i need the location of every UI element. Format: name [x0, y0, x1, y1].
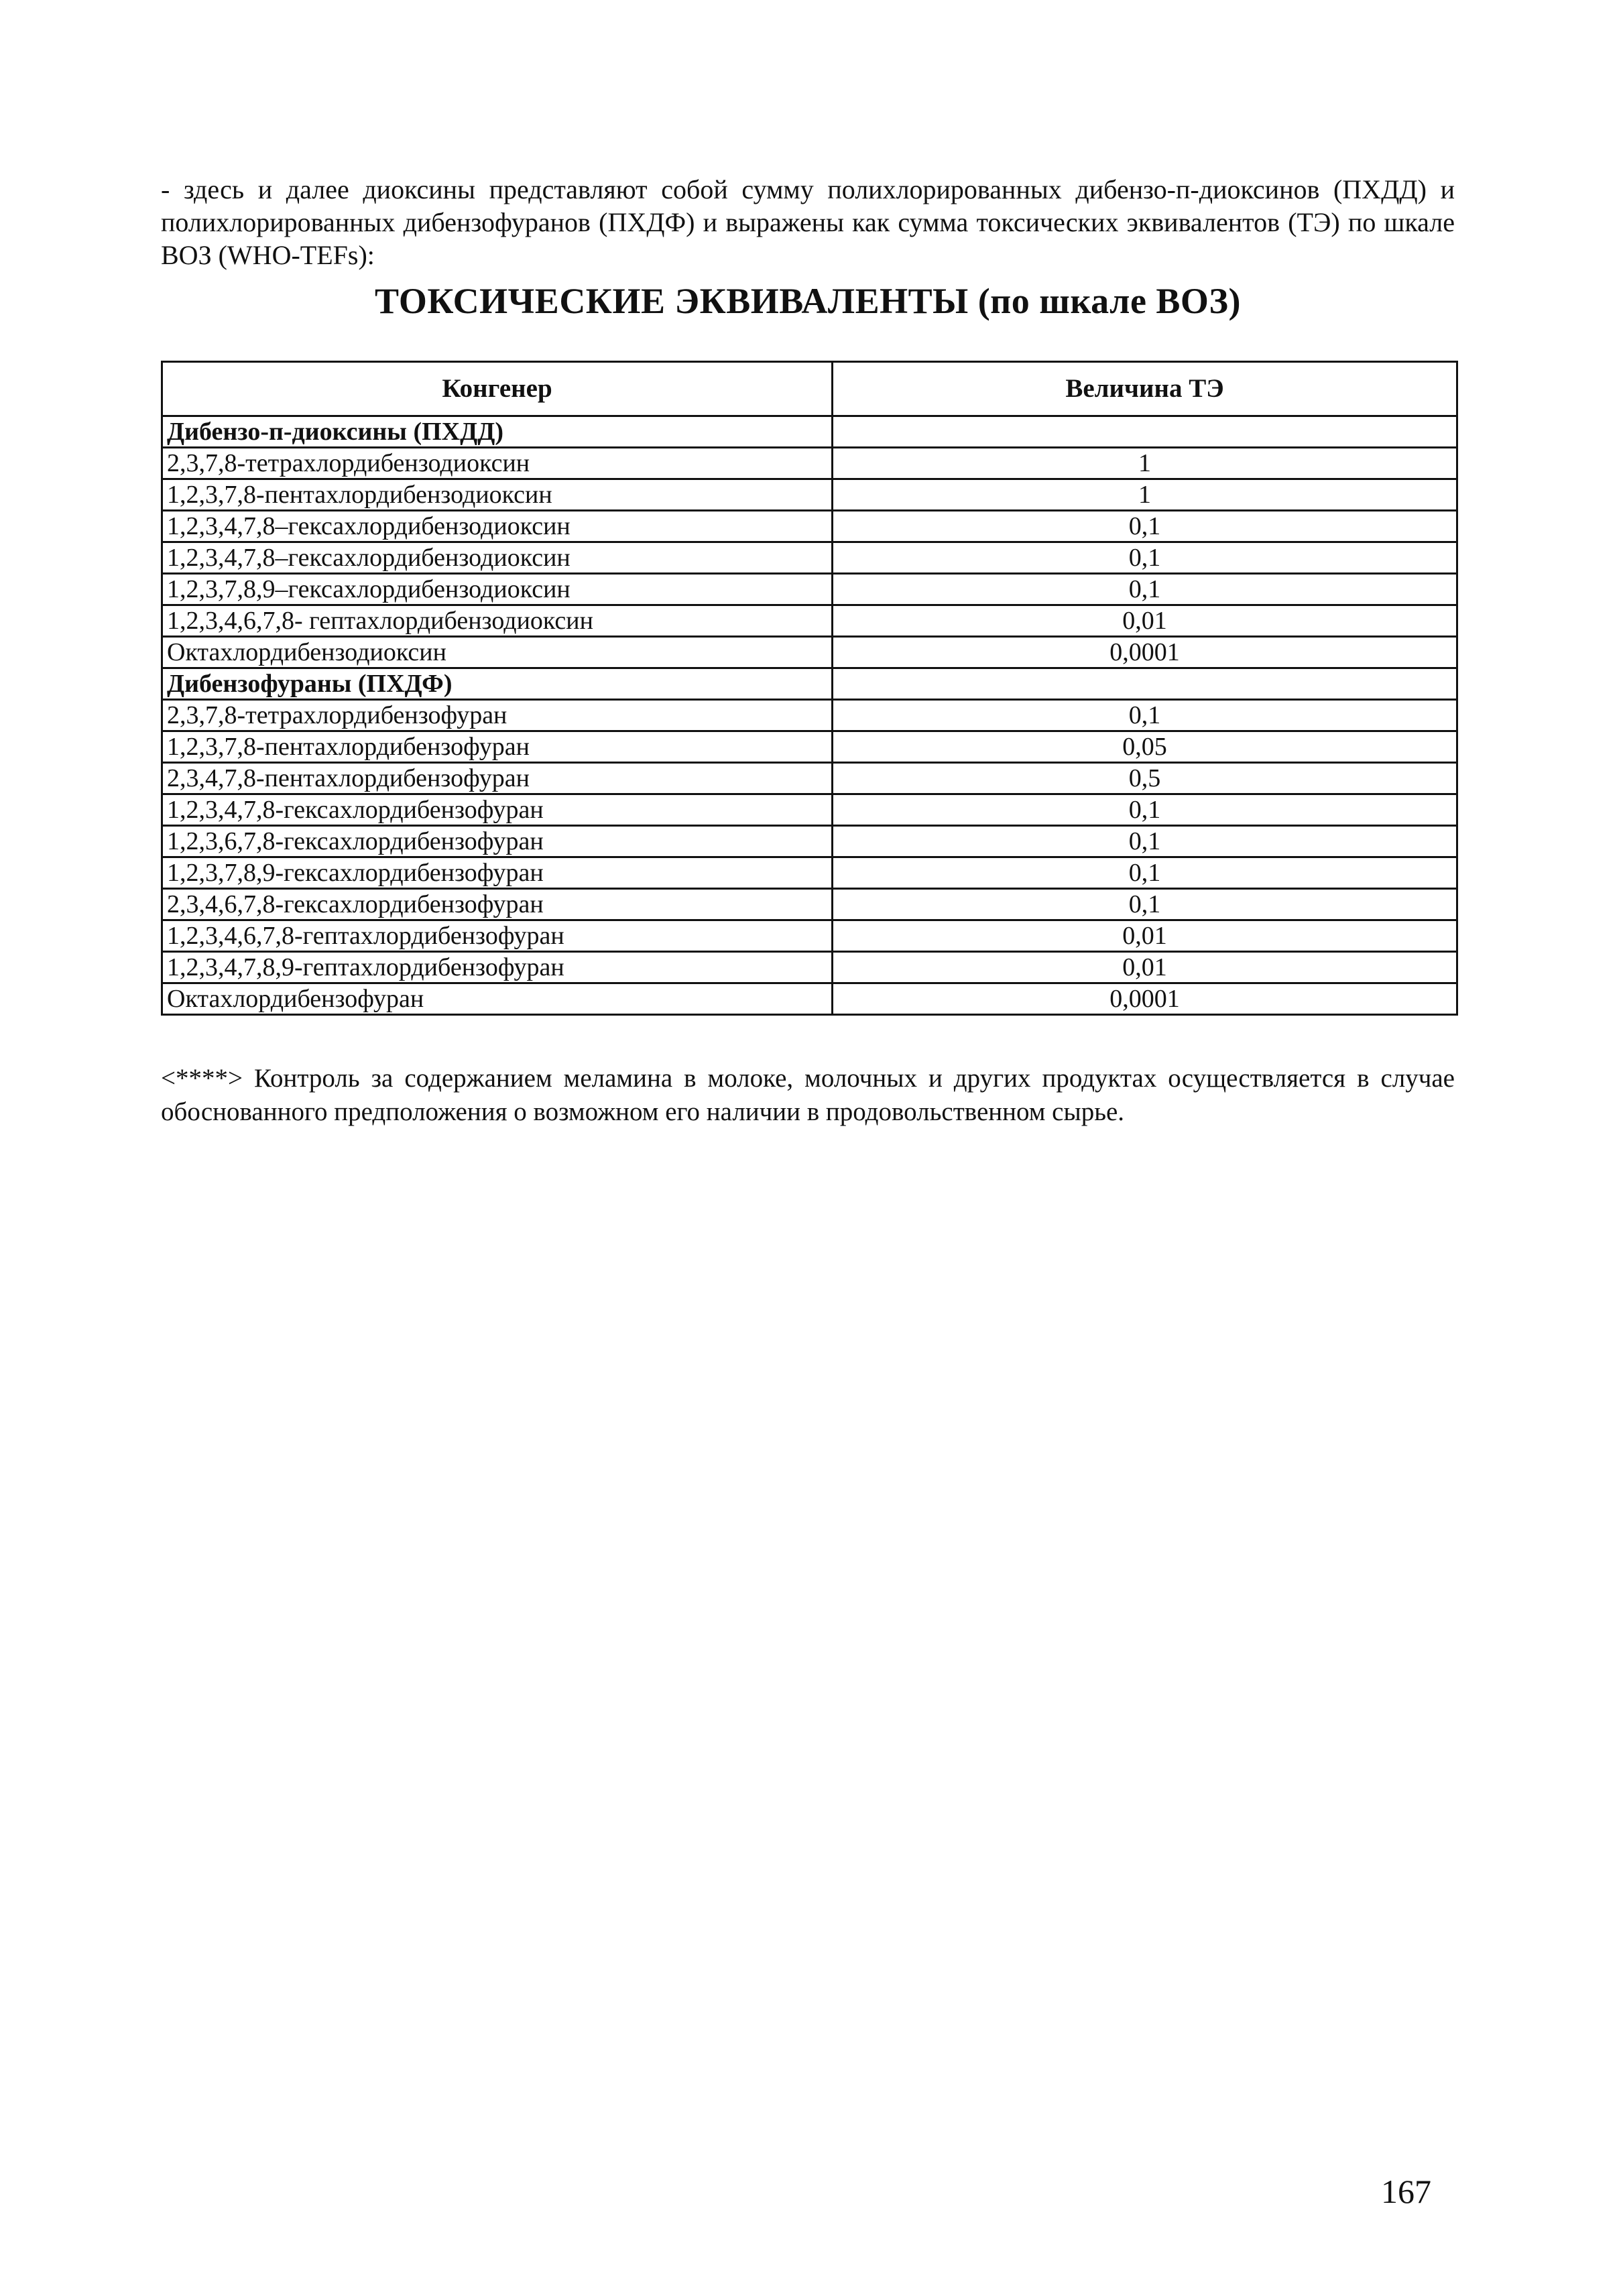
- table-row: [162, 826, 1457, 857]
- te-value-cell: 0,0001: [833, 983, 1457, 1015]
- table-header-row: [162, 362, 1457, 416]
- table-row: [162, 952, 1457, 983]
- table-body: [162, 416, 1457, 1015]
- te-value-cell: 0,01: [833, 952, 1457, 983]
- table-row: [162, 479, 1457, 511]
- page-number: 167: [1381, 2173, 1431, 2210]
- te-value-cell: 0,1: [833, 826, 1457, 857]
- congener-cell: 1,2,3,7,8,9-гексахлордибензофуран: [162, 857, 833, 889]
- table-group-row: [162, 668, 1457, 700]
- te-value-cell: 1: [833, 448, 1457, 479]
- header-congener: Конгенер: [162, 362, 833, 416]
- footnote: <****> Контроль за содержанием меламина в молоке, молочных и других продуктах осуществляется в случае обоснованного предположения о возможном его наличии в продовольственном сырье.: [161, 1064, 1455, 1126]
- congener-cell: Октахлордибензодиоксин: [162, 637, 833, 668]
- group-heading: Дибензо-п-диоксины (ПХДД): [162, 416, 833, 448]
- congener-cell: 1,2,3,4,7,8,9-гептахлордибензофуран: [162, 952, 833, 983]
- te-value-cell: 0,5: [833, 763, 1457, 794]
- te-value-cell: 0,1: [833, 700, 1457, 731]
- table-row: [162, 574, 1457, 605]
- congener-cell: 1,2,3,4,7,8-гексахлордибензофуран: [162, 794, 833, 826]
- table-row: [162, 920, 1457, 952]
- toxic-equivalents-table: [161, 361, 1458, 1016]
- te-value-cell: [833, 416, 1457, 448]
- te-value-cell: 0,1: [833, 542, 1457, 574]
- congener-cell: 1,2,3,4,7,8–гексахлордибензодиоксин: [162, 511, 833, 542]
- table-row: [162, 794, 1457, 826]
- congener-cell: 1,2,3,4,7,8–гексахлордибензодиоксин: [162, 542, 833, 574]
- congener-cell: 1,2,3,4,6,7,8- гептахлордибензодиоксин: [162, 605, 833, 637]
- table-row: [162, 731, 1457, 763]
- congener-cell: 1,2,3,7,8,9–гексахлордибензодиоксин: [162, 574, 833, 605]
- table-row: [162, 605, 1457, 637]
- te-value-cell: 0,1: [833, 889, 1457, 920]
- table-row: [162, 542, 1457, 574]
- intro-paragraph: - здесь и далее диоксины представляют собой сумму полихлорированных дибензо-п-диоксинов (ПХДД) и полихлорированных дибензофуранов (ПХДФ) и выражены как сумма токсических эквивалентов (ТЭ) по шкале ВОЗ (WHO-TEFs):: [161, 174, 1455, 270]
- table-row: [162, 889, 1457, 920]
- congener-cell: 1,2,3,7,8-пентахлордибензодиоксин: [162, 479, 833, 511]
- table-row: [162, 700, 1457, 731]
- table-title: ТОКСИЧЕСКИЕ ЭКВИВАЛЕНТЫ (по шкале ВОЗ): [375, 281, 1241, 321]
- te-value-cell: 0,1: [833, 857, 1457, 889]
- table-group-row: [162, 416, 1457, 448]
- table-row: [162, 983, 1457, 1015]
- te-value-cell: 0,01: [833, 605, 1457, 637]
- congener-cell: 1,2,3,4,6,7,8-гептахлордибензофуран: [162, 920, 833, 952]
- te-value-cell: 0,1: [833, 511, 1457, 542]
- table-row: [162, 511, 1457, 542]
- te-value-cell: 0,01: [833, 920, 1457, 952]
- te-value-cell: 0,1: [833, 574, 1457, 605]
- table-row: [162, 448, 1457, 479]
- congener-cell: 2,3,7,8-тетрахлордибензофуран: [162, 700, 833, 731]
- table-row: [162, 763, 1457, 794]
- congener-cell: 2,3,4,7,8-пентахлордибензофуран: [162, 763, 833, 794]
- te-value-cell: 0,1: [833, 794, 1457, 826]
- group-heading: Дибензофураны (ПХДФ): [162, 668, 833, 700]
- congener-cell: 2,3,7,8-тетрахлордибензодиоксин: [162, 448, 833, 479]
- te-value-cell: [833, 668, 1457, 700]
- te-value-cell: 0,05: [833, 731, 1457, 763]
- te-value-cell: 0,0001: [833, 637, 1457, 668]
- congener-cell: 2,3,4,6,7,8-гексахлордибензофуран: [162, 889, 833, 920]
- table-row: [162, 857, 1457, 889]
- congener-cell: Октахлордибензофуран: [162, 983, 833, 1015]
- header-te-value: Величина ТЭ: [833, 362, 1457, 416]
- congener-cell: 1,2,3,6,7,8-гексахлордибензофуран: [162, 826, 833, 857]
- congener-cell: 1,2,3,7,8-пентахлордибензофуран: [162, 731, 833, 763]
- table-row: [162, 637, 1457, 668]
- te-value-cell: 1: [833, 479, 1457, 511]
